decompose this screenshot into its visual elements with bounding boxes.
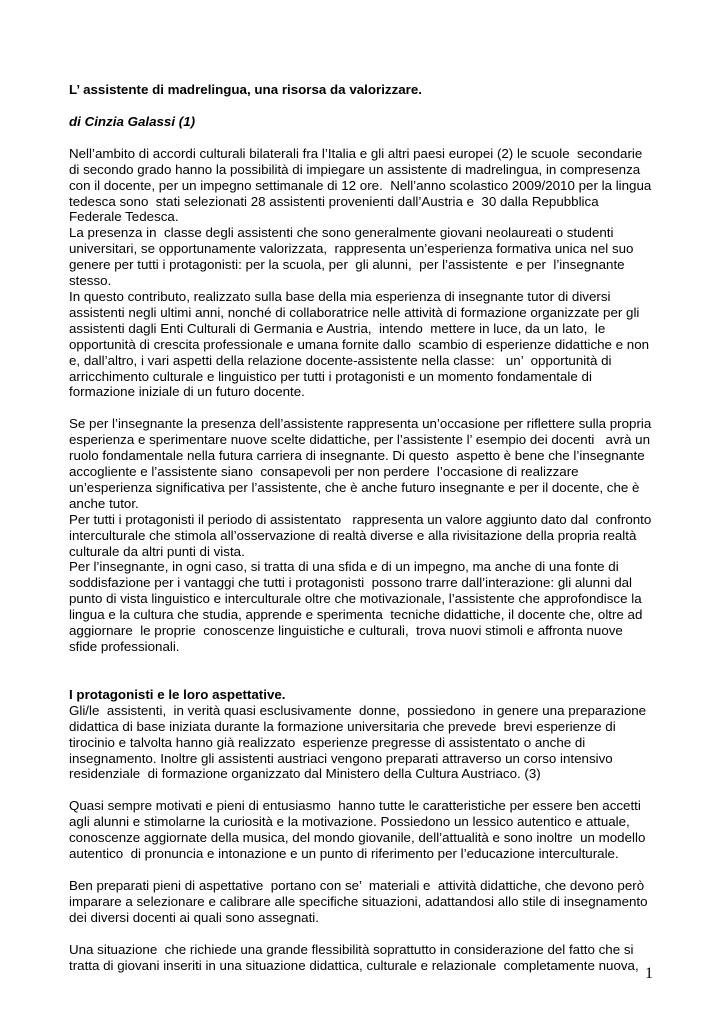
spacer xyxy=(69,655,659,687)
paragraph: Una situazione che richiede una grande flessibilità soprattutto in considerazione del fatto che si tratta di giovani inseriti in una situazione didattica, culturale e relazionale completamente nuova, xyxy=(69,941,639,973)
paragraph: Ben preparati pieni di aspettative portano con se’ materiali e attività didattiche, che devono però imparare a selezionare e calibrare alle specifiche situazioni, adattandosi allo stile di insegnamento dei diversi docenti ai quali sono assegnati. xyxy=(69,877,648,925)
spacer xyxy=(69,926,659,942)
page-number: 1 xyxy=(645,965,653,982)
paragraph: Nell’ambito di accordi culturali bilaterali fra l’Italia e gli altri paesi europei (2) le scuole secondarie di secondo grado hanno la possibilità di impiegare un assistente di madrelingua, in compresenza con il docente, per un impegno settimanale di 12 ore. Nell’anno scolastico 2009/2010 per la lingua tedesca sono stati selezionati 28 assistenti provenienti dall’Austria e 30 dalla Repubblica Federale Tedesca. xyxy=(69,145,652,225)
document-author: di Cinzia Galassi (1) xyxy=(69,113,196,129)
paragraph: Per l’insegnante, in ogni caso, si tratta di una sfida e di un impegno, ma anche di una fonte di soddisfazione per i vantaggi che tutti i protagonisti possono trarre dall’interazione: gli alunni dal punto di vista linguistico e interculturale oltre che motivazionale, l’assistente che approfondisce la lingua e la cultura che studia, apprende e sperimenta tecniche didattiche, il docente che, oltre ad aggiornare le proprie conoscenze linguistiche e culturali, trova nuovi stimoli e affronta nuove sfide professionali. xyxy=(69,559,643,654)
paragraph: La presenza in classe degli assistenti che sono generalmente giovani neolaureati o studenti universitari, se opportunamente valorizzata, rappresenta un’esperienza formativa unica nel suo genere per tutti i protagonisti: per la scuola, per gli alunni, per l’assistente e per l’insegnante stesso. xyxy=(69,225,634,289)
document-title: L’ assistente di madrelingua, una risorsa da valorizzare. xyxy=(69,82,423,97)
document-body xyxy=(69,82,659,974)
paragraph: Per tutti i protagonisti il periodo di assistentato rappresenta un valore aggiunto dato dal confronto interculturale che stimola all’osservazione di realtà diverse e alla rivisitazione della propria realtà culturale da altri punti di vista. xyxy=(69,511,652,559)
paragraph: In questo contributo, realizzato sulla base della mia esperienza di insegnante tutor di diversi assistenti negli ultimi anni, nonché di collaboratrice nelle attività di formazione organizzate per gli assistenti dagli Enti Culturali di Germania e Austria, intendo mettere in luce, da un lato, le opportunità di crescita professionale e umana fornite dallo scambio di esperienze didattiche e non e, dall’altro, i vari aspetti della relazione docente-assistente nella classe: un’ opportunità di arricchimento culturale e linguistico per tutti i protagonisti e un momento fondamentale di formazione iniziale di un futuro docente. xyxy=(69,288,650,400)
paragraph: Se per l’insegnante la presenza dell’assistente rappresenta un’occasione per riflettere sulla propria esperienza e sperimentare nuove scelte didattiche, per l’assistente l’ esempio dei docenti avrà un ruolo fondamentale nella futura carriera di insegnante. Di questo aspetto è bene che l’insegnante accogliente e l’assistente siano consapevoli per non perdere l’occasione di realizzare un’esperienza significativa per l’assistente, che è anche futuro insegnante e per il docente, che è anche tutor. xyxy=(69,416,652,511)
spacer xyxy=(69,862,659,878)
paragraph: Gli/le assistenti, in verità quasi esclusivamente donne, possiedono in genere una preparazione didattica di base iniziata durante la formazione universitaria che prevede brevi esperienze di tirocinio e talvolta hanno già realizzato esperienze pregresse di assistentato o anche di insegnamento. Inoltre gli assistenti austriaci vengono preparati attraverso un corso intensivo residenziale di formazione organizzato dal Ministero della Cultura Austriaco. (3) xyxy=(69,702,647,782)
spacer xyxy=(69,782,659,798)
spacer xyxy=(69,130,659,146)
section-heading: I protagonisti e le loro aspettative. xyxy=(69,686,286,702)
spacer xyxy=(69,400,659,416)
paragraph: Quasi sempre motivati e pieni di entusiasmo hanno tutte le caratteristiche per essere ben accetti agli alunni e stimolarne la curiosità e la motivazione. Possiedono un lessico autentico e attuale, conoscenze aggiornate della musica, del mondo giovanile, dell’attualità e sono inoltre un modello autentico di pronuncia e intonazione e un punto di riferimento per l’educazione interculturale. xyxy=(69,798,646,862)
